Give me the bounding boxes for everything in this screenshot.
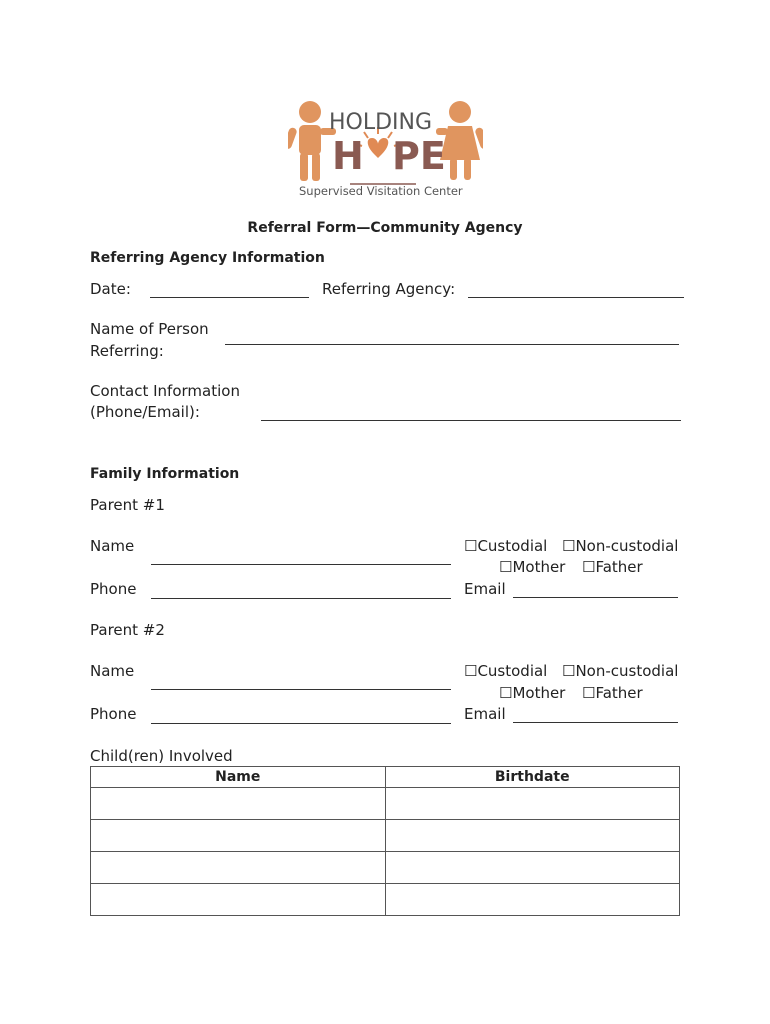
person-referring-label-2: Referring:: [90, 342, 164, 360]
parent1-father-checkbox[interactable]: ☐Father: [582, 558, 643, 576]
contact-info-field[interactable]: [261, 420, 681, 421]
child-name-cell[interactable]: [91, 820, 386, 852]
agency-section-heading: Referring Agency Information: [90, 250, 325, 266]
contact-info-label-1: Contact Information: [90, 382, 240, 400]
children-table: [90, 766, 680, 916]
parent2-father-checkbox[interactable]: ☐Father: [582, 684, 643, 702]
parent2-name-label: Name: [90, 662, 135, 680]
child-birthdate-cell[interactable]: [385, 788, 680, 820]
child-birthdate-cell[interactable]: [385, 852, 680, 884]
parent2-email-label: Email: [464, 705, 506, 723]
parent1-phone-label: Phone: [90, 580, 137, 598]
child-birthdate-cell[interactable]: [385, 820, 680, 852]
parent2-name-field[interactable]: [151, 689, 451, 690]
logo-holding-text: HOLDING: [329, 110, 433, 135]
table-row: [91, 788, 680, 820]
parent1-email-field[interactable]: [513, 597, 678, 598]
parent2-noncustodial-checkbox[interactable]: ☐Non-custodial: [562, 662, 679, 680]
parent2-phone-field[interactable]: [151, 723, 451, 724]
logo: [288, 98, 483, 202]
parent1-title: Parent #1: [90, 496, 165, 514]
parent2-title: Parent #2: [90, 621, 165, 639]
family-section-heading: Family Information: [90, 466, 240, 482]
parent1-mother-checkbox[interactable]: ☐Mother: [499, 558, 566, 576]
parent1-phone-field[interactable]: [151, 598, 451, 599]
child-birthdate-cell[interactable]: [385, 884, 680, 916]
parent1-noncustodial-checkbox[interactable]: ☐Non-custodial: [562, 537, 679, 555]
parent1-name-field[interactable]: [151, 564, 451, 565]
children-table-header-row: [91, 767, 680, 788]
person-referring-field[interactable]: [225, 344, 679, 345]
child-name-cell[interactable]: [91, 852, 386, 884]
table-row: [91, 820, 680, 852]
form-title: Referral Form—Community Agency: [247, 220, 523, 236]
table-row: [91, 852, 680, 884]
parent1-email-label: Email: [464, 580, 506, 598]
child-name-cell[interactable]: [91, 788, 386, 820]
date-field[interactable]: [150, 297, 309, 298]
parent2-email-field[interactable]: [513, 722, 678, 723]
child-name-cell[interactable]: [91, 884, 386, 916]
children-table-header-birthdate: Birthdate: [385, 767, 680, 788]
referring-agency-field[interactable]: [468, 297, 684, 298]
parent2-phone-label: Phone: [90, 705, 137, 723]
contact-info-label-2: (Phone/Email):: [90, 403, 200, 421]
logo-tagline: Supervised Visitation Center: [299, 184, 463, 198]
referring-agency-label: Referring Agency:: [322, 280, 456, 298]
parent1-custodial-checkbox[interactable]: ☐Custodial: [464, 537, 548, 555]
table-row: [91, 884, 680, 916]
parent2-mother-checkbox[interactable]: ☐Mother: [499, 684, 566, 702]
logo-pe-letters: PE: [392, 134, 446, 178]
children-table-header-name: Name: [91, 767, 386, 788]
children-label: Child(ren) Involved: [90, 747, 233, 765]
date-label: Date:: [90, 280, 131, 298]
parent2-custodial-checkbox[interactable]: ☐Custodial: [464, 662, 548, 680]
person-referring-label-1: Name of Person: [90, 320, 209, 338]
parent1-name-label: Name: [90, 537, 135, 555]
logo-h-letter: H: [332, 134, 364, 178]
